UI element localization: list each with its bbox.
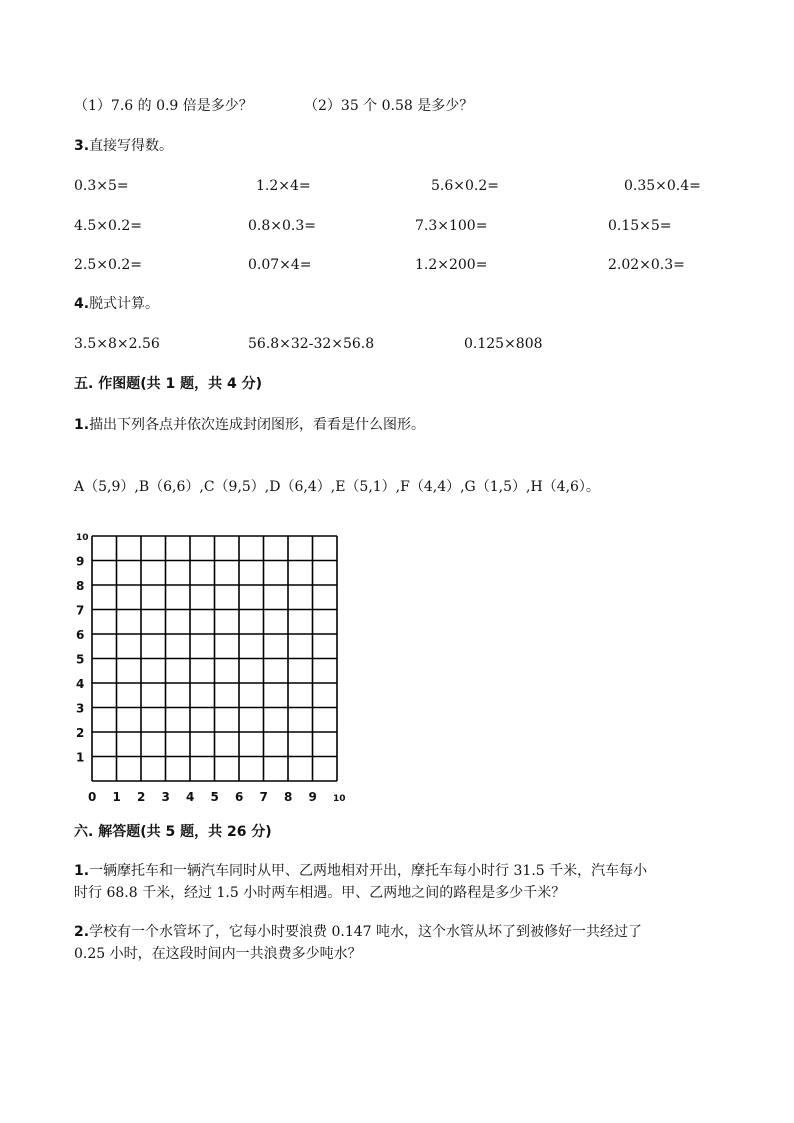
- calc-item: 7.3×100=: [415, 218, 488, 234]
- section-five-heading: 五. 作图题(共 1 题，共 4 分): [74, 376, 262, 392]
- calc-item: 2.5×0.2=: [74, 257, 142, 273]
- calc-item: 4.5×0.2=: [74, 218, 142, 234]
- grid-x-label: 9: [308, 790, 317, 804]
- calc-item: 0.07×4=: [248, 257, 312, 273]
- grid-x-label: 8: [284, 790, 293, 804]
- expression-item: 56.8×32-32×56.8: [248, 336, 375, 352]
- section-six-heading: 六. 解答题(共 5 题，共 26 分): [74, 824, 272, 840]
- calc-item: 0.35×0.4=: [624, 178, 701, 194]
- grid-y-label: 7: [76, 603, 85, 618]
- q4-title: [74, 294, 159, 314]
- calc-item: 5.6×0.2=: [431, 178, 499, 194]
- grid-y-label: 6: [76, 628, 85, 642]
- coordinate-grid: [70, 526, 360, 806]
- subquestion-1: （1）7.6 的 0.9 倍是多少？: [74, 98, 253, 114]
- grid-svg: [70, 526, 360, 806]
- p6-q2-line1: [74, 922, 642, 942]
- grid-y-label: 3: [76, 701, 85, 716]
- grid-x-label: 6: [235, 790, 244, 804]
- grid-y-label: 1: [76, 750, 85, 765]
- calc-item: 1.2×4=: [256, 178, 311, 194]
- grid-x-label: 0: [88, 790, 97, 804]
- calc-item: 0.8×0.3=: [248, 218, 316, 234]
- calc-item: 1.2×200=: [415, 257, 488, 273]
- q3-number: 3.: [74, 138, 90, 154]
- p6-q2-line2: 0.25 小时，在这段时间内一共浪费多少吨水？: [74, 946, 362, 962]
- grid-y-label: 10: [76, 533, 89, 543]
- grid-y-label: 8: [76, 579, 85, 593]
- grid-x-label: 7: [259, 790, 268, 804]
- p5-q1-body: 描出下列各点并依次连成封闭图形，看看是什么图形。: [89, 417, 426, 433]
- p6-q1-number: 1.: [74, 863, 90, 879]
- p6-q2-number: 2.: [74, 924, 90, 940]
- q4-number: 4.: [74, 296, 90, 312]
- expression-item: 3.5×8×2.56: [74, 336, 160, 352]
- grid-x-label: 1: [112, 790, 121, 804]
- grid-x-label: 3: [161, 790, 170, 804]
- calc-item: 0.3×5=: [74, 178, 129, 194]
- expression-item: 0.125×808: [464, 336, 543, 352]
- p6-q2-text-1: 学校有一个水管坏了，它每小时要浪费 0.147 吨水，这个水管从坏了到被修好一共经过了: [89, 924, 643, 940]
- p6-q1-line2: 时行 68.8 千米，经过 1.5 小时两车相遇。甲、乙两地之间的路程是多少千米？: [74, 885, 566, 901]
- p5-q1-text: [74, 415, 425, 435]
- points-list: A（5,9）,B（6,6）,C（9,5）,D（6,4）,E（5,1）,F（4,4）,G（1,5）,H（4,6）。: [74, 479, 600, 495]
- grid-x-label: 4: [186, 790, 195, 804]
- grid-y-label: 5: [76, 652, 85, 667]
- calc-item: 0.15×5=: [608, 218, 672, 234]
- q3-title-text: 直接写得数。: [89, 138, 174, 154]
- q3-title: [74, 136, 173, 156]
- grid-x-label: 5: [210, 790, 219, 804]
- q4-title-text: 脱式计算。: [89, 296, 160, 312]
- grid-y-label: 4: [76, 677, 85, 691]
- grid-x-label: 10: [333, 794, 346, 804]
- p6-q1-line1: [74, 861, 647, 881]
- grid-y-label: 2: [76, 726, 85, 740]
- calc-item: 2.02×0.3=: [608, 257, 685, 273]
- grid-y-label: 9: [76, 554, 85, 569]
- p5-q1-number: 1.: [74, 417, 90, 433]
- p6-q1-text-1: 一辆摩托车和一辆汽车同时从甲、乙两地相对开出，摩托车每小时行 31.5 千米，汽车每小: [89, 863, 648, 879]
- grid-x-label: 2: [137, 790, 146, 804]
- subquestion-2: （2）35 个 0.58 是多少？: [304, 98, 474, 114]
